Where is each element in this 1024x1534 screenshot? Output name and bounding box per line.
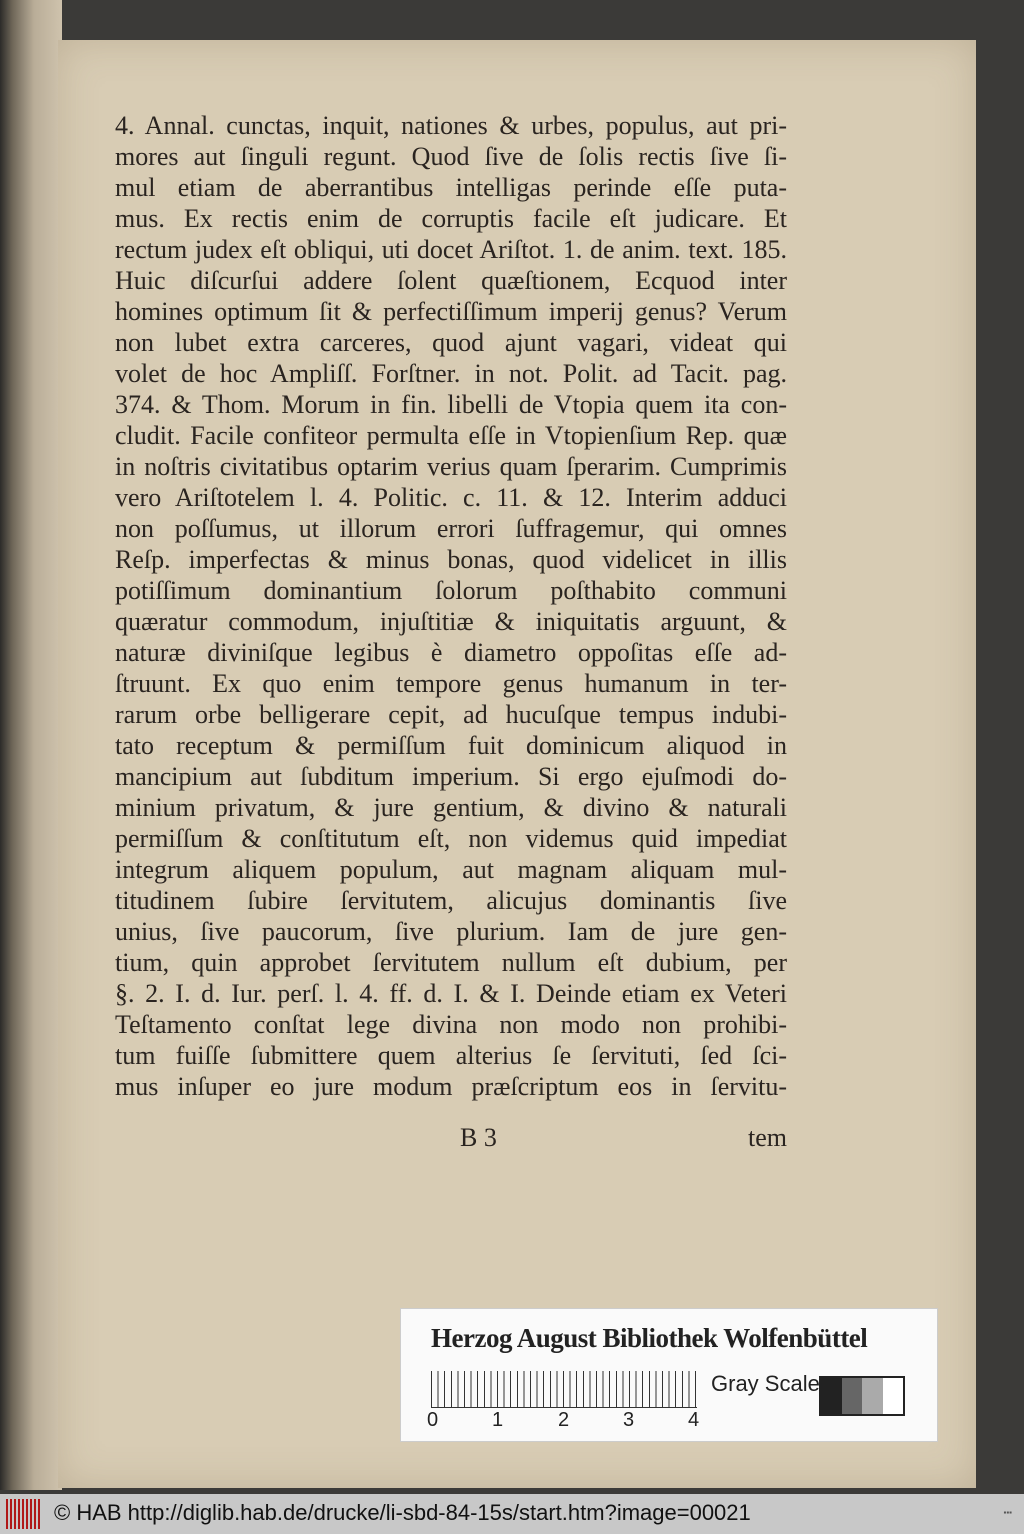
text-line: tato receptum & permiſſum fuit dominicum aliquod in [115,731,787,760]
text-line: naturæ diviniſque legibus è diametro oppoſitas eſſe ad- [115,638,787,667]
gray-scale-swatches [819,1376,905,1416]
ruler-number: 2 [558,1409,570,1431]
page-text [115,110,787,1102]
text-line: Huic diſcurſui addere ſolent quæſtionem, Ecquod inter [115,266,787,295]
ruler-number: 0 [427,1409,439,1431]
library-name: Herzog August Bibliothek Wolfenbüttel [431,1323,868,1353]
text-line: volet de hoc Ampliſſ. Forſtner. in not. Polit. ad Tacit. pag. [115,359,787,388]
text-line: tium, quin approbet ſervitutem nullum eſt dubium, per [115,948,787,977]
text-line: Reſp. imperfectas & minus bonas, quod videlicet in illis [115,545,787,574]
text-line: §. 2. I. d. Iur. perſ. l. 4. ff. d. I. & I. Deinde etiam ex Veteri [115,979,787,1008]
text-line: titudinem ſubire ſervitutem, alicujus dominantis ſive [115,886,787,915]
library-scale-label [400,1308,938,1442]
text-line: mores aut ſinguli regunt. Quod ſive de ſolis rectis ſive ſi- [115,142,787,171]
footer-mark: ▪▪▪ [1003,1508,1012,1517]
text-line: permiſſum & conſtitutum eſt, non videmus quid impediat [115,824,787,853]
gray-scale-label: Gray Scale [711,1371,820,1396]
text-line: mul etiam de aberrantibus intelligas perinde eſſe puta- [115,173,787,202]
text-line: 374. & Thom. Morum in fin. libelli de Vtopia quem ita con- [115,390,787,419]
hab-logo-icon [6,1499,42,1529]
text-line: homines optimum ſit & perfectiſſimum imperij genus? Verum [115,297,787,326]
text-line: unius, ſive paucorum, ſive plurium. Iam de jure gen- [115,917,787,946]
ruler-number: 4 [688,1409,700,1431]
source-url[interactable]: © HAB http://diglib.hab.de/drucke/li-sbd-84-15s/start.htm?image=00021 [54,1500,751,1525]
text-line: rectum judex eſt obliqui, uti docet Ariſtot. 1. de anim. text. 185. [115,235,787,264]
text-line: Teſtamento conſtat lege divina non modo non prohibi- [115,1010,787,1039]
text-line: tum fuiſſe ſubmittere quem alterius ſe ſervituti, ſed ſci- [115,1041,787,1070]
text-line: non poſſumus, ut illorum errori ſuffragemur, qui omnes [115,514,787,543]
text-line: 4. Annal. cunctas, inquit, nationes & urbes, populus, aut pri- [115,111,787,140]
text-line: mus. Ex rectis enim de corruptis facile eſt judicare. Et [115,204,787,233]
signature-mark: B 3 [460,1123,497,1152]
ruler-number: 3 [623,1409,635,1431]
catchword: tem [748,1123,787,1152]
text-line: vero Ariſtotelem l. 4. Politic. c. 11. & 12. Interim adduci [115,483,787,512]
text-line: quæratur commodum, injuſtitiæ & iniquitatis arguunt, & [115,607,787,636]
text-line: in noſtris civitatibus optarim verius quam ſperarim. Cumprimis [115,452,787,481]
text-line: mancipium aut ſubditum imperium. Si ergo ejuſmodi do- [115,762,787,791]
page-footer [115,1122,787,1154]
ruler-number: 1 [492,1409,504,1431]
text-line: cludit. Facile confiteor permulta eſſe in Vtopienſium Rep. quæ [115,421,787,450]
facing-page-edge [0,0,62,1490]
text-line: potiſſimum dominantium ſolorum poſthabito communi [115,576,787,605]
text-line: rarum orbe belligerare cepit, ad hucuſque tempus indubi- [115,700,787,729]
text-line: mus inſuper eo jure modum præſcriptum eos in ſervitu- [115,1072,787,1101]
text-line: integrum aliquem populum, aut magnam aliquam mul- [115,855,787,884]
ruler-scale [431,1371,697,1408]
text-line: ſtruunt. Ex quo enim tempore genus humanum in ter- [115,669,787,698]
text-line: non lubet extra carceres, quod ajunt vagari, videat qui [115,328,787,357]
footer-bar [0,1494,1024,1534]
text-line: minium privatum, & jure gentium, & divino & naturali [115,793,787,822]
